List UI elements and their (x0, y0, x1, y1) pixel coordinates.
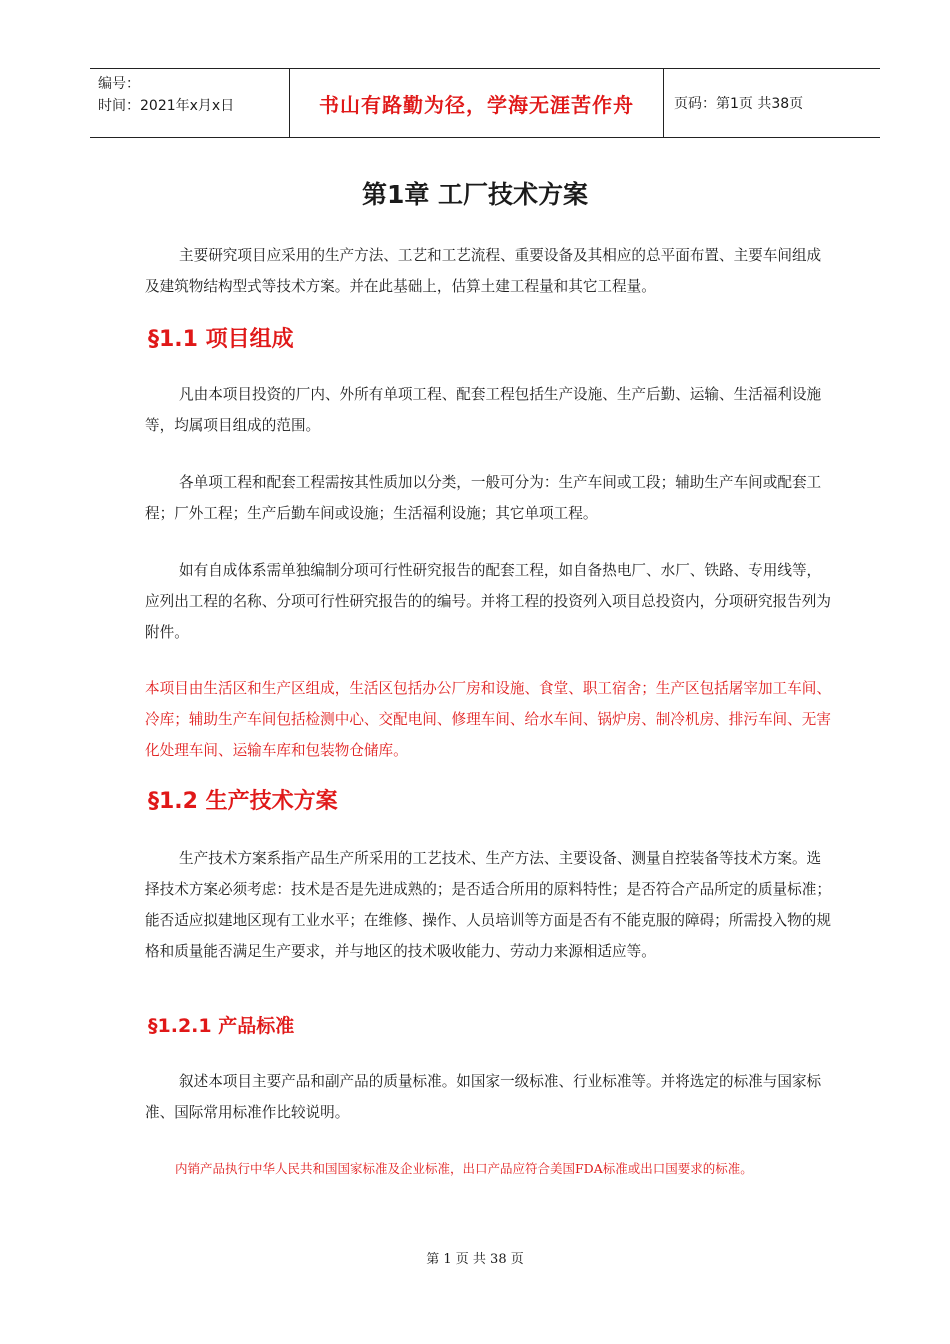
section-1-2-paragraph: 生产技术方案系指产品生产所采用的工艺技术、生产方法、主要设备、测量自控装备等技术方案。选择技术方案必须考虑：技术是否是先进成熟的；是否适合所用的原料特性；是否符合产品所定的质量标准；能否适应拟建地区现有工业水平；在维修、操作、人员培训等方面是否有不能克服的障碍；所需投入物的规格和质量能否满足生产要求，并与地区的技术吸收能力、劳动力来源相适应等。 (145, 850, 831, 960)
chapter-title: 第1章 工厂技术方案 (361, 180, 589, 209)
section-1-2-1-paragraph: 叙述本项目主要产品和副产品的质量标准。如国家一级标准、行业标准等。并将选定的标准与国家标准、国际常用标准作比较说明。 (145, 1073, 822, 1121)
header-meta (90, 69, 290, 137)
document-number: 编号： (98, 76, 140, 92)
document-time: 时间：2021年x月x日 (98, 98, 235, 114)
section-1-2-1-red-paragraph: 内销产品执行中华人民共和国国家标准及企业标准，出口产品应符合美国FDA标准或出口国要求的标准。 (175, 1161, 753, 1176)
header-motto: 书山有路勤为径，学海无涯苦作舟 (290, 69, 664, 137)
section-1-2-heading: §1.2 生产技术方案 (148, 789, 338, 814)
page-footer: 第 1 页 共 38 页 (426, 1252, 524, 1267)
section-1-1-heading: §1.1 项目组成 (148, 327, 294, 352)
section-1-1-paragraph-2: 各单项工程和配套工程需按其性质加以分类，一般可分为：生产车间或工段；辅助生产车间或配套工程；厂外工程；生产后勤车间或设施；生活福利设施；其它单项工程。 (145, 474, 822, 522)
page-header (90, 68, 880, 138)
header-page-info: 页码：第1页 共38页 (674, 96, 804, 112)
intro-paragraph: 主要研究项目应采用的生产方法、工艺和工艺流程、重要设备及其相应的总平面布置、主要车间组成及建筑物结构型式等技术方案。并在此基础上，估算土建工程量和其它工程量。 (145, 247, 822, 295)
section-1-2-1-heading: §1.2.1 产品标准 (148, 1015, 295, 1037)
section-1-1-red-paragraph: 本项目由生活区和生产区组成，生活区包括办公厂房和设施、食堂、职工宿舍；生产区包括屠宰加工车间、冷库；辅助生产车间包括检测中心、交配电间、修理车间、给水车间、锅炉房、制冷机房、排污车间、无害化处理车间、运输车库和包装物仓储库。 (145, 680, 831, 759)
section-1-1-paragraph-1: 凡由本项目投资的厂内、外所有单项工程、配套工程包括生产设施、生产后勤、运输、生活福利设施等，均属项目组成的范围。 (145, 386, 822, 434)
section-1-1-paragraph-3: 如有自成体系需单独编制分项可行性研究报告的配套工程，如自备热电厂、水厂、铁路、专用线等，应列出工程的名称、分项可行性研究报告的的编号。并将工程的投资列入项目总投资内，分项研究报告列为附件。 (145, 562, 831, 641)
